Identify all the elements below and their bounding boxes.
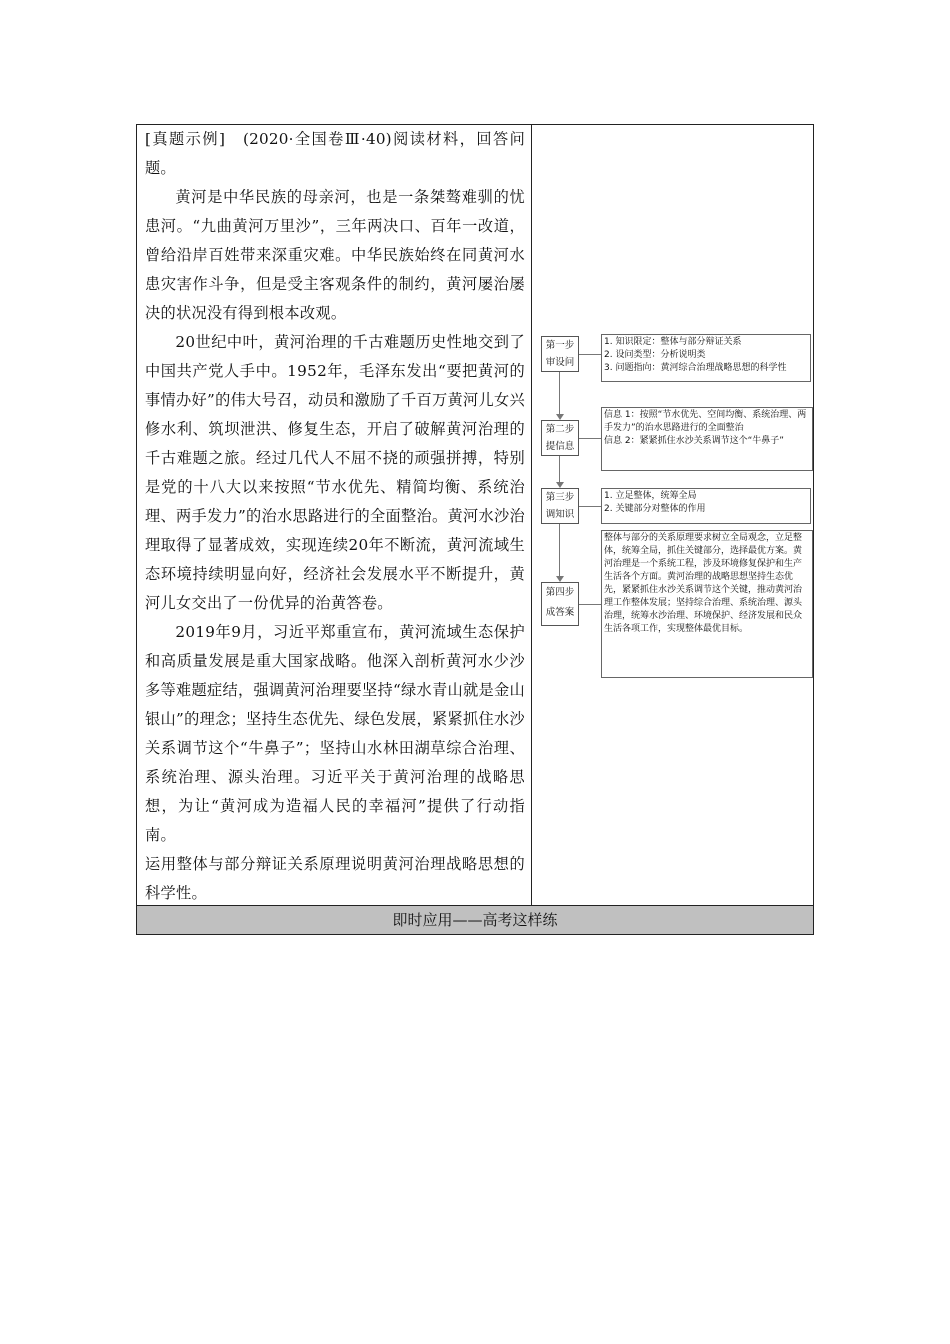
footer-label: 即时应用——高考这样练 <box>392 911 558 929</box>
step-4-title: 第四步 <box>545 587 575 598</box>
step-2-info <box>601 407 813 471</box>
step-3-subtitle: 调知识 <box>545 509 575 520</box>
step-3-info <box>601 488 811 524</box>
connector-line <box>579 506 601 507</box>
connector-line <box>579 354 601 355</box>
material-paragraph-2: 20世纪中叶，黄河治理的千古难题历史性地交到了中国共产党人手中。1952年，毛泽东发出“要把黄河的事情办好”的伟大号召，动员和激励了千百万黄河儿女兴修水利、筑坝泄洪、修复生态，开启了破解黄河治理的千古难题之旅。经过几代人不屈不挠的顽强拼搏，特别是党的十八大以来按照“节水优先、精简均衡、系统治理、两手发力”的治水思路进行的全面整治。黄河水沙治理取得了显著成效，实现连续20年不断流，黄河流域生态环境持续明显向好，经济社会发展水平不断提升，黄河儿女交出了一份优异的治黄答卷。 <box>145 333 525 612</box>
connector-line <box>579 438 601 439</box>
step-3-box <box>541 488 579 524</box>
connector-line <box>559 522 560 580</box>
step-4-info <box>601 530 813 678</box>
step-1-info-line: 2. 设问类型：分析说明类 <box>604 350 706 360</box>
connector-line <box>559 370 560 418</box>
step-2-info-line: 信息 2：紧紧抓住水沙关系调节这个“牛鼻子” <box>604 436 784 446</box>
step-2-subtitle: 提信息 <box>545 441 575 452</box>
step-1-info-line: 1. 知识限定：整体与部分辩证关系 <box>604 337 742 347</box>
step-3-info-line: 2. 关键部分对整体的作用 <box>604 504 706 514</box>
question-head: [真题示例] (2020·全国卷Ⅲ·40)阅读材料，回答问题。 <box>145 130 525 177</box>
step-4-answer-text: 整体与部分的关系原理要求树立全局观念，立足整体，统筹全局，抓住关键部分，选择最优方案。黄河治理是一个系统工程，涉及环境修复保护和生产生活各个方面。黄河治理的战略思想坚持生态优先，紧紧抓住水沙关系调节这个关键，推动黄河治理工作整体发展；坚持综合治理、系统治理、源头治理，统筹水沙治理、环境保护、经济发展和民众生活各项工作，实现整体最优目标。 <box>604 533 803 634</box>
step-2-title: 第二步 <box>545 424 575 435</box>
step-1-info <box>601 334 811 382</box>
step-4-subtitle: 成答案 <box>545 607 575 618</box>
question-column <box>137 125 532 905</box>
step-3-info-line: 1. 立足整体，统筹全局 <box>604 491 697 501</box>
step-2-info-line: 信息 1：按照“节水优先、空间均衡、系统治理、两手发力”的治水思路进行的全面整治 <box>604 410 807 433</box>
material-paragraph-1: 黄河是中华民族的母亲河，也是一条桀骜难驯的忧患河。“九曲黄河万里沙”，三年两决口、百年一改道，曾给沿岸百姓带来深重灾难。中华民族始终在同黄河水患灾害作斗争，但是受主客观条件的制约，黄河屡治屡决的状况没有得到根本改观。 <box>145 188 525 322</box>
step-1-subtitle: 审设问 <box>545 357 575 368</box>
step-1-box <box>541 336 579 372</box>
connector-line <box>579 604 601 605</box>
section-footer-bar <box>137 905 813 934</box>
material-paragraph-3: 2019年9月，习近平郑重宣布，黄河流域生态保护和高质量发展是重大国家战略。他深入剖析黄河水少沙多等难题症结，强调黄河治理要坚持“绿水青山就是金山银山”的理念；坚持生态优先、绿色发展，紧紧抓住水沙关系调节这个“牛鼻子”；坚持山水林田湖草综合治理、系统治理、源头治理。习近平关于黄河治理的战略思想，为让“黄河成为造福人民的幸福河”提供了行动指南。 <box>145 623 525 844</box>
step-1-title: 第一步 <box>545 340 575 351</box>
step-1-info-line: 3. 问题指向：黄河综合治理战略思想的科学性 <box>604 363 787 373</box>
step-4-box <box>541 582 579 626</box>
question-text <box>145 125 525 908</box>
step-3-title: 第三步 <box>545 492 575 503</box>
step-2-box <box>541 420 579 456</box>
solving-steps-diagram <box>541 334 815 680</box>
question-task: 运用整体与部分辩证关系原理说明黄河治理战略思想的科学性。 <box>145 855 525 902</box>
